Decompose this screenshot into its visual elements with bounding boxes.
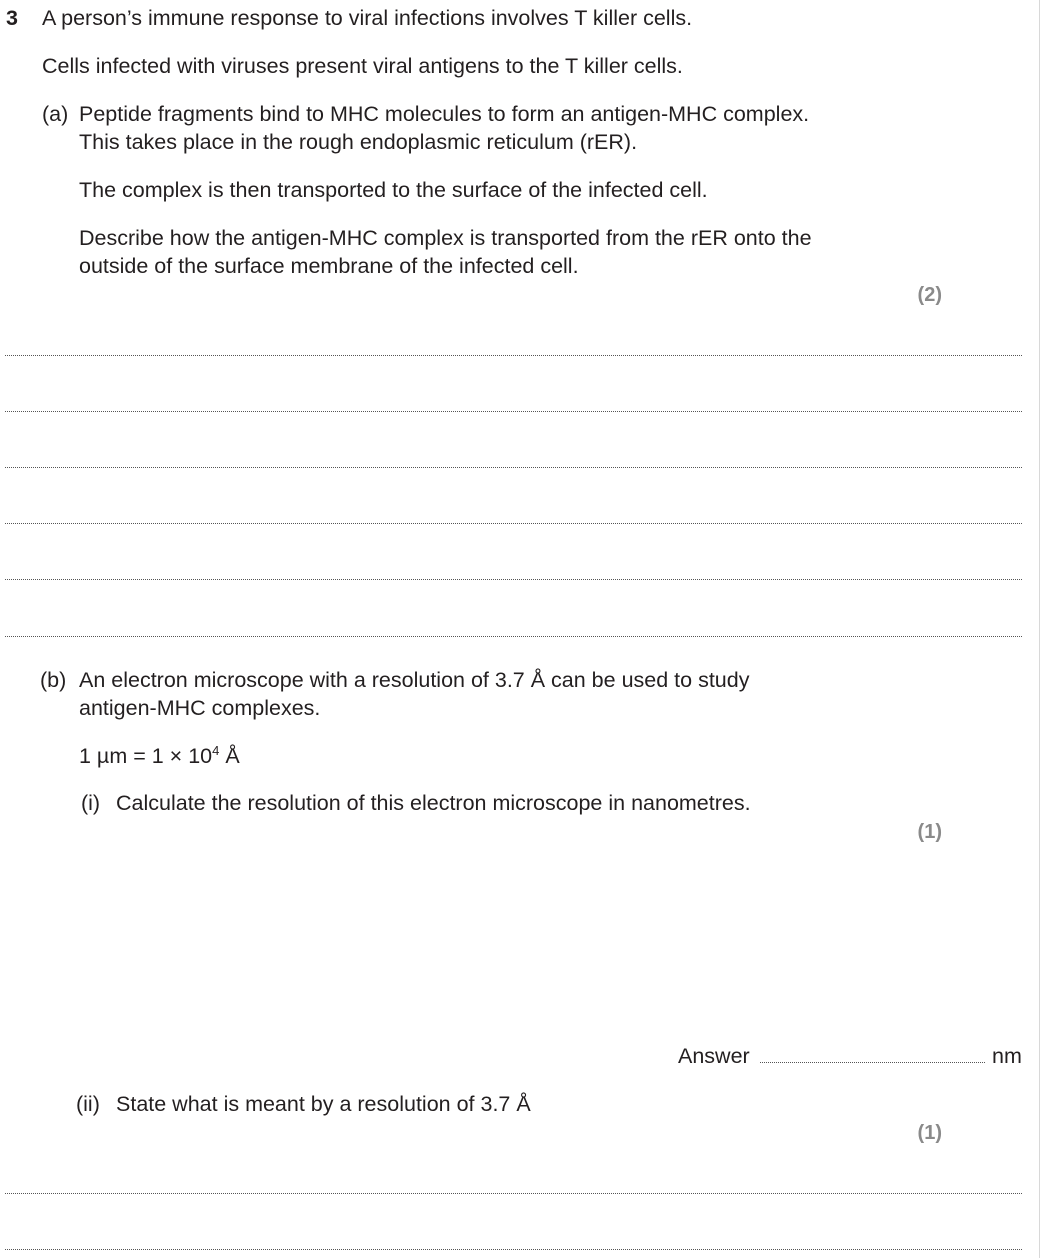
answer-line-b2[interactable] (5, 1249, 1022, 1250)
unit-conversion-base: 1 µm = 1 × 10 (79, 744, 213, 768)
answer-line-a1[interactable] (5, 355, 1022, 356)
part-a-prompt-line1: Describe how the antigen-MHC complex is transported from the rER onto the (79, 226, 812, 250)
part-b-ii-label: (ii) (76, 1092, 100, 1116)
part-a-line1: Peptide fragments bind to MHC molecules to form an antigen-MHC complex. (79, 102, 810, 126)
part-b-i-text: Calculate the resolution of this electron microscope in nanometres. (116, 791, 751, 815)
answer-input-line[interactable] (760, 1062, 985, 1063)
part-a-label: (a) (42, 102, 69, 126)
part-a-prompt-line2: outside of the surface membrane of the infected cell. (79, 254, 579, 278)
answer-line-b1[interactable] (5, 1193, 1022, 1194)
question-context: Cells infected with viruses present viral antigens to the T killer cells. (42, 54, 683, 78)
question-number: 3 (6, 6, 18, 30)
answer-line-a2[interactable] (5, 411, 1022, 412)
part-b-ii-marks: (1) (917, 1122, 942, 1144)
part-b-label: (b) (40, 668, 67, 692)
answer-line-a3[interactable] (5, 467, 1022, 468)
unit-conversion-unit: Å (219, 744, 240, 768)
part-b-i-marks: (1) (917, 821, 942, 843)
unit-conversion-exponent: 4 (212, 743, 220, 758)
answer-line-a4[interactable] (5, 523, 1022, 524)
question-intro: A person’s immune response to viral infections involves T killer cells. (42, 6, 693, 30)
answer-line-a6[interactable] (5, 636, 1022, 637)
part-b-line1: An electron microscope with a resolution of 3.7 Å can be used to study (79, 668, 750, 692)
part-b-line2: antigen-MHC complexes. (79, 696, 321, 720)
answer-line-a5[interactable] (5, 579, 1022, 580)
part-a-line2: This takes place in the rough endoplasmic reticulum (rER). (79, 130, 638, 154)
unit-conversion (79, 742, 240, 770)
answer-label: Answer (678, 1044, 750, 1068)
part-a-para2: The complex is then transported to the surface of the infected cell. (79, 178, 708, 202)
answer-unit: nm (992, 1044, 1022, 1068)
part-b-ii-text: State what is meant by a resolution of 3.7 Å (116, 1092, 531, 1116)
part-a-marks: (2) (917, 284, 942, 306)
part-b-i-label: (i) (81, 791, 101, 815)
